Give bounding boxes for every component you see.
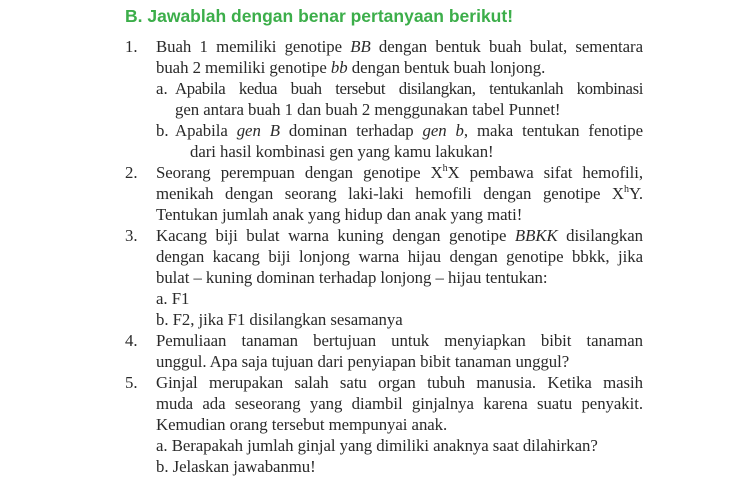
question-2-line-1: Seorang perempuan dengan genotipe $X^hX$ pembawa sifat hemofili,: [156, 163, 643, 182]
question-5-line-2: muda ada seseorang yang diambil ginjalnya karena suatu penyakit.: [156, 394, 643, 413]
question-5-number: 5.: [125, 373, 138, 392]
question-3-line-1: Kacang biji bulat warna kuning dengan genotipe BBKK disilangkan: [156, 226, 643, 245]
question-1-number: 1.: [125, 37, 138, 56]
question-1-line-1: Buah 1 memiliki genotipe BB dengan bentuk buah bulat, sementara: [156, 37, 643, 56]
question-4-line-1: Pemuliaan tanaman bertujuan untuk menyiapkan bibit tanaman: [156, 331, 643, 350]
question-4-line-2: unggul. Apa saja tujuan dari penyiapan bibit tanaman unggul?: [156, 352, 570, 371]
question-2-line-3: Tentukan jumlah anak yang hidup dan anak yang mati!: [156, 205, 523, 224]
question-2-line-2: menikah dengan seorang laki-laki hemofili dengan genotipe $X^hY$.: [156, 184, 643, 203]
question-1-line-2: buah 2 memiliki genotipe bb dengan bentuk buah lonjong.: [156, 58, 546, 77]
question-1b-line-1: Apabila gen B dominan terhadap gen b, maka tentukan fenotipe: [175, 121, 643, 140]
question-1a-line-1: Apabila kedua buah tersebut disilangkan, tentukanlah kombinasi: [175, 79, 643, 98]
question-3-number: 3.: [125, 226, 138, 245]
question-1a-label: a.: [156, 79, 168, 98]
question-5-line-1: Ginjal merupakan salah satu organ tubuh manusia. Ketika masih: [156, 373, 643, 392]
question-1a-line-2: gen antara buah 1 dan buah 2 menggunakan tabel Punnet!: [175, 100, 561, 119]
section-heading: B. Jawablah dengan benar pertanyaan berikut!: [125, 6, 514, 26]
question-3a: a. F1: [156, 289, 190, 308]
question-3b: b. F2, jika F1 disilangkan sesamanya: [156, 310, 403, 329]
question-3-line-3: bulat – kuning dominan terhadap lonjong – hijau tentukan:: [156, 268, 548, 287]
question-5-line-3: Kemudian orang tersebut mempunyai anak.: [156, 415, 448, 434]
question-1b-line-2: dari hasil kombinasi gen yang kamu lakukan!: [190, 142, 494, 161]
question-2-number: 2.: [125, 163, 138, 182]
question-5b: b. Jelaskan jawabanmu!: [156, 457, 316, 476]
question-4-number: 4.: [125, 331, 138, 350]
question-3-line-2: dengan kacang biji lonjong warna hijau dengan genotipe bbkk, jika: [156, 247, 643, 266]
question-5a: a. Berapakah jumlah ginjal yang dimiliki anaknya saat dilahirkan?: [156, 436, 598, 455]
question-1b-label: b.: [156, 121, 169, 140]
